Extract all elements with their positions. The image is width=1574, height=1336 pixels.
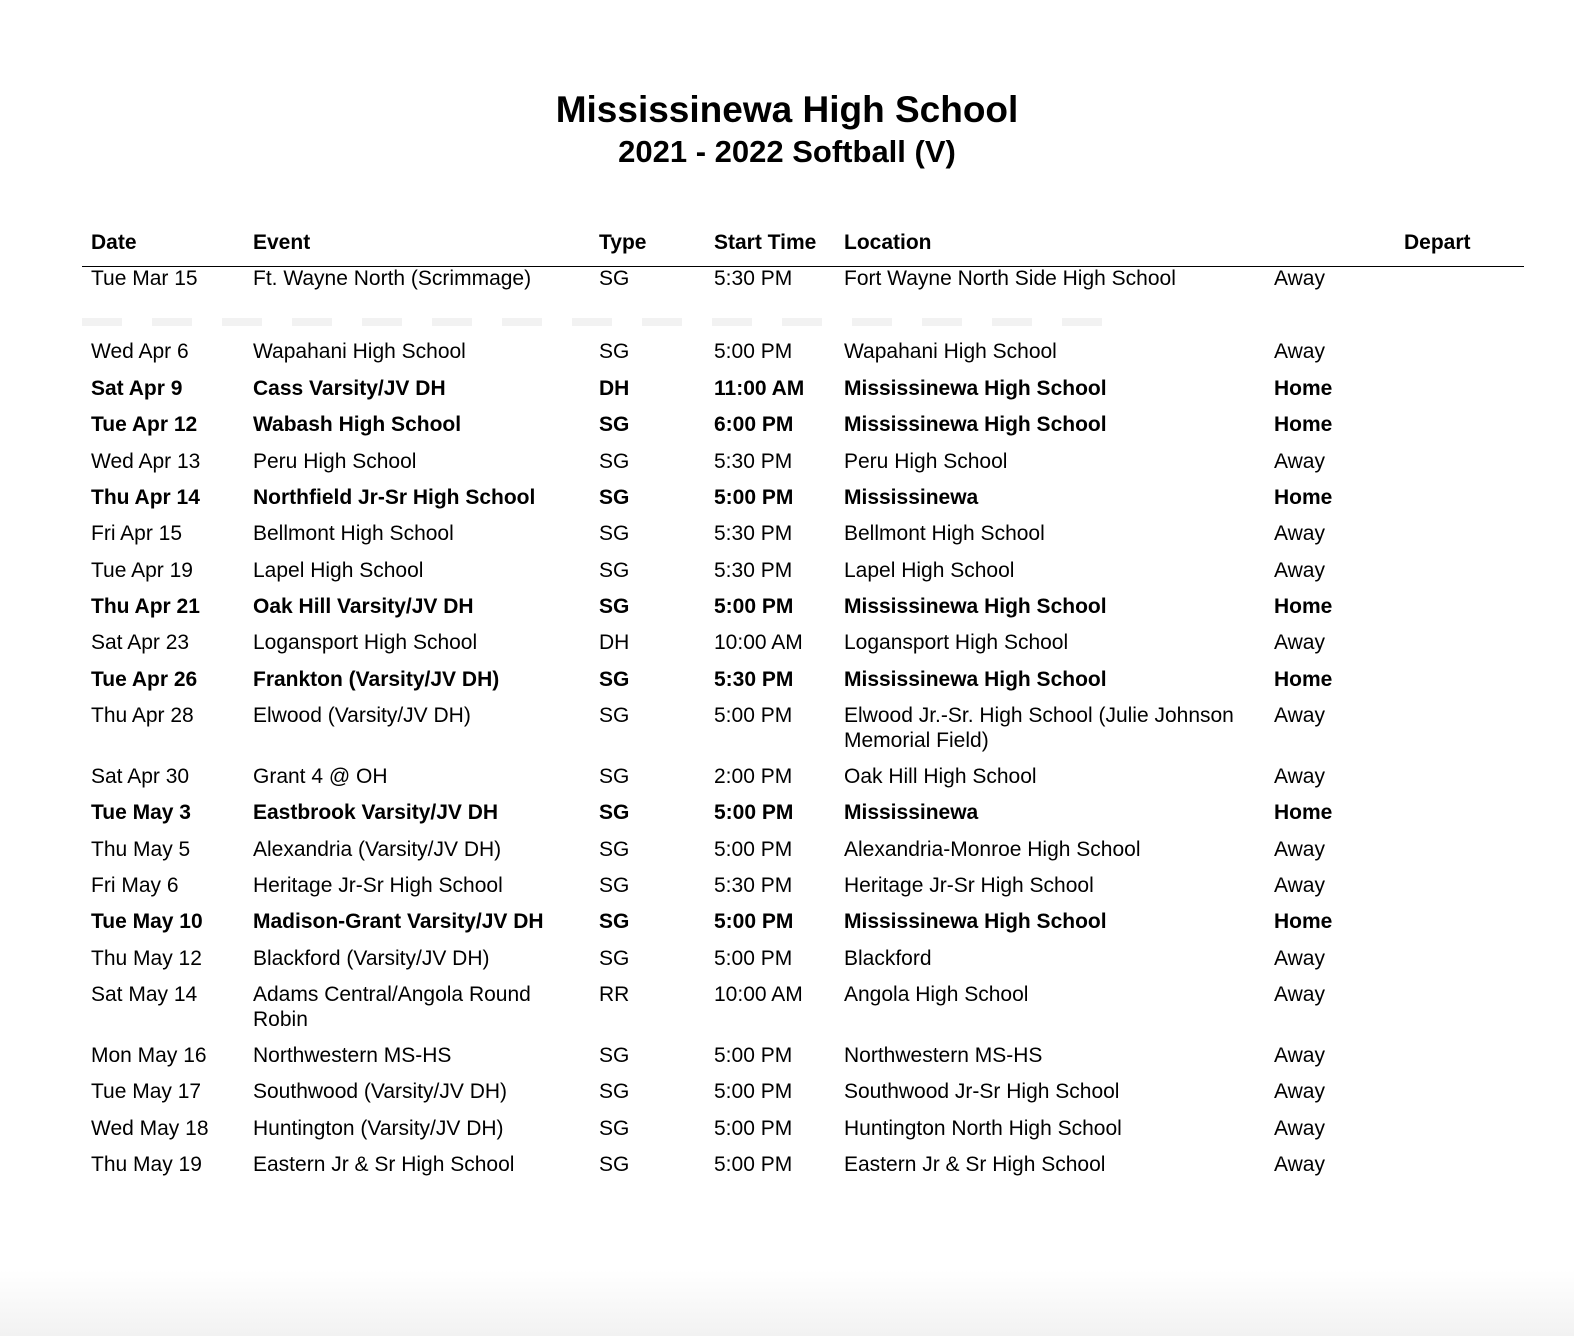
row-date: Thu Apr 21 <box>91 595 200 618</box>
row-home-away: Home <box>1274 668 1333 691</box>
row-date: Thu May 5 <box>91 838 191 861</box>
row-home-away: Away <box>1274 559 1325 582</box>
row-event: Eastern Jr & Sr High School <box>253 1153 515 1176</box>
row-type: SG <box>599 910 630 933</box>
row-start-time: 5:30 PM <box>714 874 793 897</box>
row-event: Elwood (Varsity/JV DH) <box>253 704 471 727</box>
row-home-away: Away <box>1274 983 1325 1006</box>
row-type: SG <box>599 340 630 363</box>
row-home-away: Away <box>1274 340 1325 363</box>
row-event: Cass Varsity/JV DH <box>253 377 446 400</box>
row-event: Wapahani High School <box>253 340 466 363</box>
row-home-away: Away <box>1274 267 1325 290</box>
row-location: Mississinewa High School <box>844 413 1107 436</box>
row-type: SG <box>599 765 630 788</box>
row-event: Oak Hill Varsity/JV DH <box>253 595 474 618</box>
row-event: Logansport High School <box>253 631 478 654</box>
row-start-time: 5:30 PM <box>714 522 793 545</box>
row-home-away: Home <box>1274 910 1333 933</box>
row-type: SG <box>599 1080 630 1103</box>
row-location: Mississinewa High School <box>844 595 1107 618</box>
row-type: SG <box>599 1117 630 1140</box>
row-location: Elwood Jr.-Sr. High School (Julie Johnson Memorial Field) <box>844 704 1234 752</box>
row-location: Mississinewa High School <box>844 668 1107 691</box>
row-date: Mon May 16 <box>91 1044 207 1067</box>
row-location: Eastern Jr & Sr High School <box>844 1153 1106 1176</box>
faded-row-remnant <box>82 318 1122 326</box>
row-location: Mississinewa High School <box>844 910 1107 933</box>
row-event: Wabash High School <box>253 413 462 436</box>
row-date: Tue Apr 26 <box>91 668 198 691</box>
column-header-type: Type <box>599 231 647 254</box>
row-date: Wed May 18 <box>91 1117 209 1140</box>
row-home-away: Away <box>1274 765 1325 788</box>
row-home-away: Away <box>1274 450 1325 473</box>
row-type: SG <box>599 668 630 691</box>
row-event: Ft. Wayne North (Scrimmage) <box>253 267 532 290</box>
row-date: Tue Apr 19 <box>91 559 193 582</box>
row-start-time: 5:00 PM <box>714 947 793 970</box>
row-type: SG <box>599 522 630 545</box>
row-location: Bellmont High School <box>844 522 1045 545</box>
row-start-time: 5:30 PM <box>714 559 793 582</box>
row-event: Blackford (Varsity/JV DH) <box>253 947 490 970</box>
row-date: Tue May 3 <box>91 801 191 824</box>
row-home-away: Home <box>1274 413 1333 436</box>
row-event: Grant 4 @ OH <box>253 765 388 788</box>
row-type: DH <box>599 631 630 654</box>
row-home-away: Away <box>1274 631 1325 654</box>
row-date: Sat Apr 23 <box>91 631 190 654</box>
row-home-away: Away <box>1274 522 1325 545</box>
row-event: Northfield Jr-Sr High School <box>253 486 536 509</box>
column-header-date: Date <box>91 231 137 254</box>
row-date: Thu Apr 14 <box>91 486 200 509</box>
row-date: Tue Mar 15 <box>91 267 198 290</box>
row-start-time: 2:00 PM <box>714 765 793 788</box>
column-header-depart: Depart <box>1404 231 1471 254</box>
row-home-away: Away <box>1274 1117 1325 1140</box>
row-location: Heritage Jr-Sr High School <box>844 874 1094 897</box>
row-location: Huntington North High School <box>844 1117 1122 1140</box>
row-start-time: 6:00 PM <box>714 413 794 436</box>
row-location: Lapel High School <box>844 559 1015 582</box>
row-start-time: 5:30 PM <box>714 668 794 691</box>
row-event: Alexandria (Varsity/JV DH) <box>253 838 502 861</box>
row-start-time: 5:30 PM <box>714 267 793 290</box>
column-header-location: Location <box>844 231 932 254</box>
row-start-time: 5:00 PM <box>714 1117 793 1140</box>
row-start-time: 11:00 AM <box>714 377 805 400</box>
page-subtitle: 2021 - 2022 Softball (V) <box>618 134 956 169</box>
row-home-away: Away <box>1274 874 1325 897</box>
row-location: Mississinewa High School <box>844 377 1107 400</box>
row-home-away: Away <box>1274 947 1325 970</box>
row-type: SG <box>599 704 630 727</box>
row-type: SG <box>599 947 630 970</box>
row-start-time: 5:30 PM <box>714 450 793 473</box>
row-location: Wapahani High School <box>844 340 1057 363</box>
row-event: Frankton (Varsity/JV DH) <box>253 668 500 691</box>
row-date: Thu May 12 <box>91 947 202 970</box>
row-home-away: Away <box>1274 1044 1325 1067</box>
row-event: Eastbrook Varsity/JV DH <box>253 801 499 824</box>
row-type: SG <box>599 801 630 824</box>
row-start-time: 5:00 PM <box>714 838 793 861</box>
row-type: SG <box>599 1153 630 1176</box>
row-event: Northwestern MS-HS <box>253 1044 452 1067</box>
row-type: RR <box>599 983 630 1006</box>
row-type: SG <box>599 450 630 473</box>
row-start-time: 5:00 PM <box>714 910 794 933</box>
row-start-time: 10:00 AM <box>714 983 803 1006</box>
row-type: DH <box>599 377 630 400</box>
row-start-time: 5:00 PM <box>714 340 793 363</box>
row-start-time: 5:00 PM <box>714 704 793 727</box>
page-title: Mississinewa High School <box>555 89 1019 130</box>
row-home-away: Home <box>1274 595 1333 618</box>
row-event: Madison-Grant Varsity/JV DH <box>253 910 544 933</box>
row-location: Blackford <box>844 947 932 970</box>
row-location: Alexandria-Monroe High School <box>844 838 1141 861</box>
row-type: SG <box>599 486 630 509</box>
row-location: Angola High School <box>844 983 1029 1006</box>
row-location: Mississinewa <box>844 486 979 509</box>
row-start-time: 5:00 PM <box>714 801 794 824</box>
row-home-away: Away <box>1274 838 1325 861</box>
row-date: Thu Apr 28 <box>91 704 194 727</box>
row-date: Tue Apr 12 <box>91 413 198 436</box>
row-event: Adams Central/Angola Round Robin <box>253 983 531 1031</box>
row-event: Huntington (Varsity/JV DH) <box>253 1117 504 1140</box>
row-location: Peru High School <box>844 450 1008 473</box>
row-date: Wed Apr 6 <box>91 340 189 363</box>
row-date: Sat Apr 30 <box>91 765 190 788</box>
row-date: Fri Apr 15 <box>91 522 183 545</box>
column-header-start-time: Start Time <box>714 231 817 254</box>
row-date: Sat Apr 9 <box>91 377 183 400</box>
row-location: Mississinewa <box>844 801 979 824</box>
column-header-event: Event <box>253 231 311 254</box>
row-type: SG <box>599 874 630 897</box>
row-start-time: 5:00 PM <box>714 595 794 618</box>
row-event: Heritage Jr-Sr High School <box>253 874 503 897</box>
row-location: Oak Hill High School <box>844 765 1037 788</box>
row-home-away: Away <box>1274 704 1325 727</box>
row-location: Southwood Jr-Sr High School <box>844 1080 1120 1103</box>
row-event: Bellmont High School <box>253 522 454 545</box>
row-event: Peru High School <box>253 450 417 473</box>
row-date: Tue May 10 <box>91 910 203 933</box>
row-date: Wed Apr 13 <box>91 450 201 473</box>
row-start-time: 10:00 AM <box>714 631 803 654</box>
row-home-away: Home <box>1274 377 1333 400</box>
row-home-away: Away <box>1274 1153 1325 1176</box>
row-type: SG <box>599 838 630 861</box>
row-type: SG <box>599 413 630 436</box>
row-home-away: Away <box>1274 1080 1325 1103</box>
row-location: Northwestern MS-HS <box>844 1044 1043 1067</box>
row-type: SG <box>599 1044 630 1067</box>
row-date: Fri May 6 <box>91 874 179 897</box>
row-type: SG <box>599 595 630 618</box>
row-location: Logansport High School <box>844 631 1069 654</box>
row-home-away: Home <box>1274 486 1333 509</box>
row-start-time: 5:00 PM <box>714 486 794 509</box>
table-header <box>82 228 1524 267</box>
row-date: Thu May 19 <box>91 1153 202 1176</box>
row-date: Tue May 17 <box>91 1080 202 1103</box>
row-location: Fort Wayne North Side High School <box>844 267 1176 290</box>
row-home-away: Home <box>1274 801 1333 824</box>
row-start-time: 5:00 PM <box>714 1044 793 1067</box>
row-type: SG <box>599 559 630 582</box>
row-event: Lapel High School <box>253 559 424 582</box>
row-date: Sat May 14 <box>91 983 198 1006</box>
row-type: SG <box>599 267 630 290</box>
row-start-time: 5:00 PM <box>714 1080 793 1103</box>
row-event: Southwood (Varsity/JV DH) <box>253 1080 508 1103</box>
row-start-time: 5:00 PM <box>714 1153 793 1176</box>
